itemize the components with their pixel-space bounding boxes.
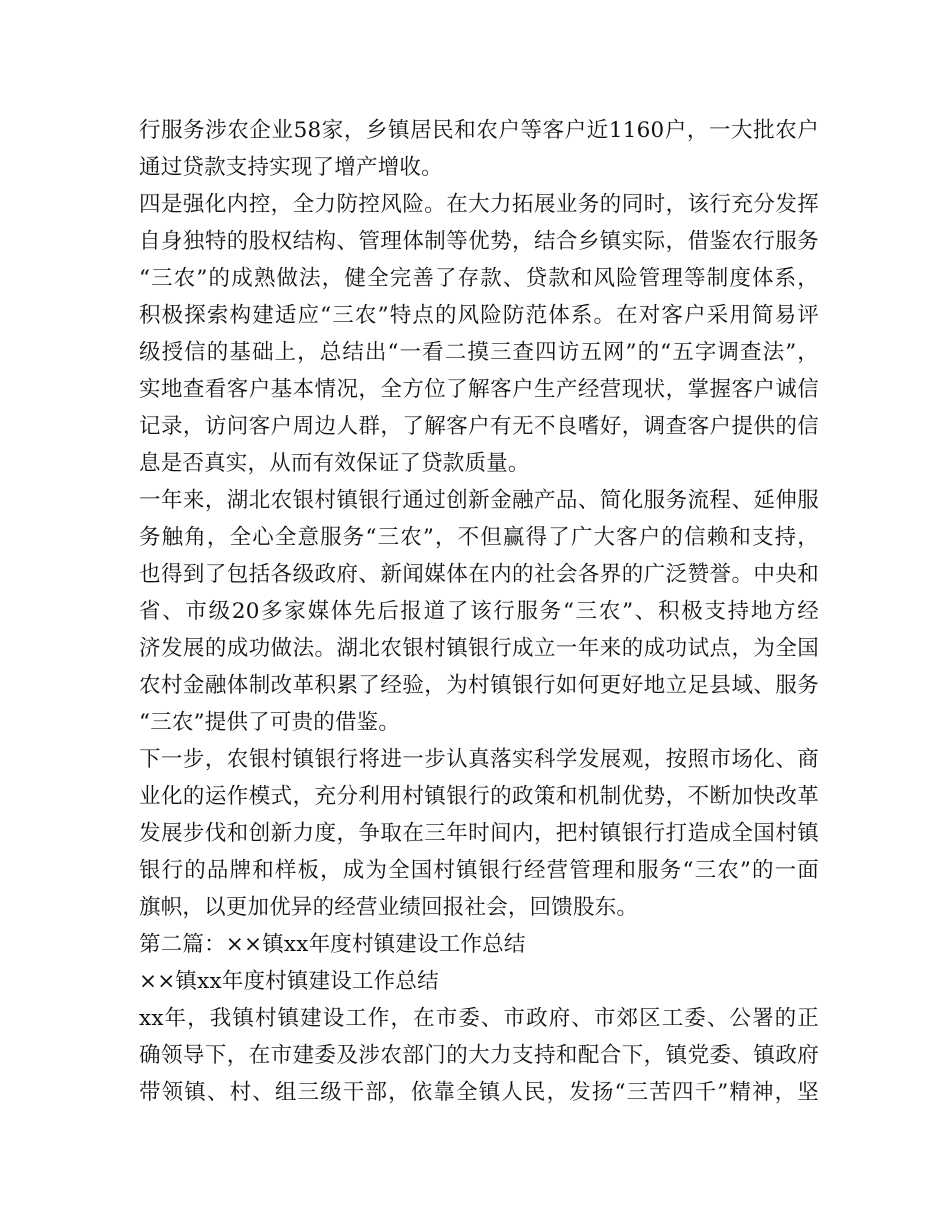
- text-line: 级授信的基础上，总结出“一看二摸三查四访五网”的“五字调查法”，: [139, 340, 819, 365]
- text-line: 一年来，湖北农银村镇银行通过创新金融产品、简化服务流程、延伸服: [139, 488, 819, 513]
- text-line: 通过贷款支持实现了增产增收。: [139, 155, 443, 180]
- text-line: 发展步伐和创新力度，争取在三年时间内，把村镇银行打造成全国村镇: [139, 821, 819, 846]
- text-line: 实地查看客户基本情况，全方位了解客户生产经营现状，掌握客户诚信: [139, 377, 819, 402]
- text-line: “三农”的成熟做法，健全完善了存款、贷款和风险管理等制度体系，: [139, 266, 819, 291]
- text-line: 也得到了包括各级政府、新闻媒体在内的社会各界的广泛赞誉。中央和: [139, 562, 819, 587]
- text-line: 农村金融体制改革积累了经验，为村镇银行如何更好地立足县域、服务: [139, 673, 819, 698]
- text-line: 自身独特的股权结构、管理体制等优势，结合乡镇实际，借鉴农行服务: [139, 229, 819, 254]
- text-line: 记录，访问客户周边人群，了解客户有无不良嗜好，调查客户提供的信: [139, 414, 819, 439]
- text-line: 四是强化内控，全力防控风险。在大力拓展业务的同时，该行充分发挥: [139, 192, 819, 217]
- text-line: 业化的运作模式，充分利用村镇银行的政策和机制优势，不断加快改革: [139, 784, 819, 809]
- text-line: 旗帜，以更加优异的经营业绩回报社会，回馈股东。: [139, 895, 639, 920]
- text-line: 省、市级20多家媒体先后报道了该行服务“三农”、积极支持地方经: [139, 599, 819, 624]
- text-line: 积极探索构建适应“三农”特点的风险防范体系。在对客户采用简易评: [139, 303, 819, 328]
- text-line: 行服务涉农企业58家，乡镇居民和农户等客户近1160户，一大批农户: [139, 118, 819, 143]
- document-body: [139, 112, 819, 1111]
- text-line: 济发展的成功做法。湖北农银村镇银行成立一年来的成功试点，为全国: [139, 636, 819, 661]
- text-line: 下一步，农银村镇银行将进一步认真落实科学发展观，按照市场化、商: [139, 747, 819, 772]
- text-line: “三农”提供了可贵的借鉴。: [139, 710, 401, 735]
- text-line: 带领镇、村、组三级干部，依靠全镇人民，发扬“三苦四千”精神，坚: [139, 1080, 819, 1105]
- text-line: xx年，我镇村镇建设工作，在市委、市政府、市郊区工委、公署的正: [139, 1006, 819, 1031]
- text-line: 息是否真实，从而有效保证了贷款质量。: [139, 451, 530, 476]
- text-line: 确领导下，在市建委及涉农部门的大力支持和配合下，镇党委、镇政府: [139, 1043, 819, 1068]
- text-line: 第二篇：××镇xx年度村镇建设工作总结: [139, 932, 526, 957]
- text-line: 务触角，全心全意服务“三农”，不但赢得了广大客户的信赖和支持，: [139, 525, 819, 550]
- text-line: ××镇xx年度村镇建设工作总结: [139, 969, 439, 994]
- text-line: 银行的品牌和样板，成为全国村镇银行经营管理和服务“三农”的一面: [139, 858, 819, 883]
